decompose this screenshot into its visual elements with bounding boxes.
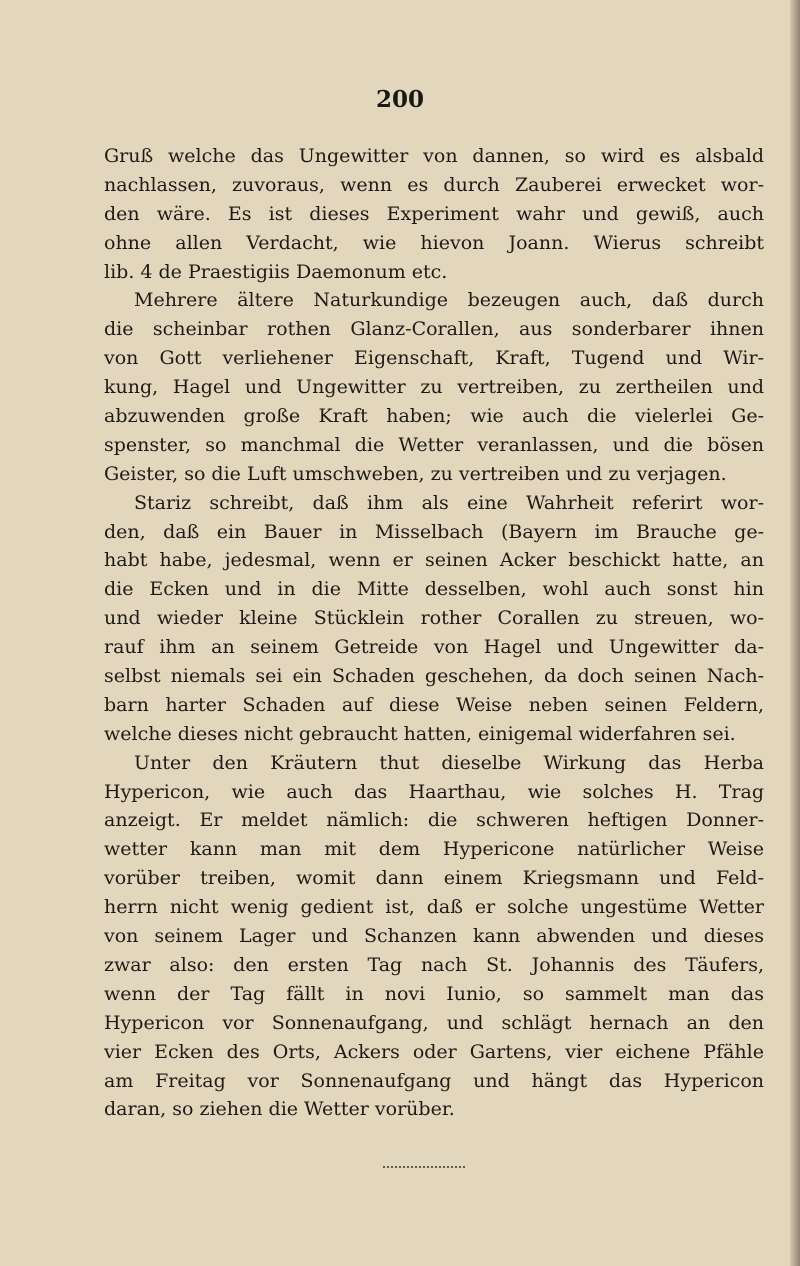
text-line: Hypericon vor Sonnenaufgang, und schlägt hernach an den: [104, 1011, 764, 1034]
text-line: rauf ihm an seinem Getreide von Hagel und Ungewitter da-: [104, 636, 764, 659]
text-line: daran, so ziehen die Wetter vorüber.: [104, 1098, 455, 1121]
text-line: vier Ecken des Orts, Ackers oder Gartens, vier eichene Pfähle: [104, 1040, 764, 1063]
text-line: die Ecken und in die Mitte desselben, wohl auch sonst hin: [104, 578, 764, 601]
text-line: welche dieses nicht gebraucht hatten, einigemal widerfahren sei.: [104, 722, 736, 745]
text-line: spenster, so manchmal die Wetter veranlassen, und die bösen: [104, 433, 764, 456]
text-line: und wieder kleine Stücklein rother Corallen zu streuen, wo-: [104, 607, 764, 630]
text-line: abzuwenden große Kraft haben; wie auch die vielerlei Ge-: [104, 405, 764, 428]
text-line: vorüber treiben, womit dann einem Kriegsmann und Feld-: [104, 867, 764, 890]
text-line: selbst niemals sei ein Schaden geschehen, da doch seinen Nach-: [104, 665, 764, 688]
text-line: von seinem Lager und Schanzen kann abwenden und dieses: [104, 925, 764, 948]
text-line: Unter den Kräutern thut dieselbe Wirkung das Herba: [134, 751, 764, 774]
body-text: [104, 142, 764, 1124]
text-line: am Freitag vor Sonnenaufgang und hängt das Hypericon: [104, 1069, 764, 1092]
text-line: nachlassen, zuvoraus, wenn es durch Zauberei erwecket wor-: [104, 173, 764, 196]
page-edge-shadow: [790, 0, 800, 1266]
text-line: barn harter Schaden auf diese Weise neben seinen Feldern,: [104, 693, 764, 716]
text-line: Geister, so die Luft umschweben, zu vertreiben und zu verjagen.: [104, 462, 727, 485]
text-line: anzeigt. Er meldet nämlich: die schweren heftigen Donner-: [104, 809, 764, 832]
text-line: kung, Hagel und Ungewitter zu vertreiben, zu zertheilen und: [104, 376, 764, 399]
text-line: den wäre. Es ist dieses Experiment wahr und gewiß, auch: [104, 202, 764, 225]
text-line: von Gott verliehener Eigenschaft, Kraft, Tugend und Wir-: [104, 347, 764, 370]
text-line: wenn der Tag fällt in novi Iunio, so sammelt man das: [104, 982, 764, 1005]
text-line: lib. 4 de Praestigiis Daemonum etc.: [104, 260, 448, 283]
text-line: habt habe, jedesmal, wenn er seinen Acker beschickt hatte, an: [104, 549, 764, 572]
text-line: den, daß ein Bauer in Misselbach (Bayern im Brauche ge-: [104, 520, 764, 543]
section-divider: [383, 1166, 465, 1168]
text-line: Mehrere ältere Naturkundige bezeugen auch, daß durch: [134, 289, 764, 312]
text-line: zwar also: den ersten Tag nach St. Johannis des Täufers,: [104, 953, 764, 976]
text-line: wetter kann man mit dem Hypericone natürlicher Weise: [104, 838, 764, 861]
text-line: die scheinbar rothen Glanz-Corallen, aus sonderbarer ihnen: [104, 318, 764, 341]
page-number: 200: [375, 86, 424, 113]
text-line: herrn nicht wenig gedient ist, daß er solche ungestüme Wetter: [104, 896, 764, 919]
text-line: Gruß welche das Ungewitter von dannen, so wird es alsbald: [104, 145, 764, 167]
text-line: Hypericon, wie auch das Haarthau, wie solches H. Trag: [104, 780, 764, 803]
text-line: Stariz schreibt, daß ihm als eine Wahrheit referirt wor-: [134, 491, 764, 514]
text-line: ohne allen Verdacht, wie hievon Joann. Wierus schreibt: [104, 231, 764, 254]
